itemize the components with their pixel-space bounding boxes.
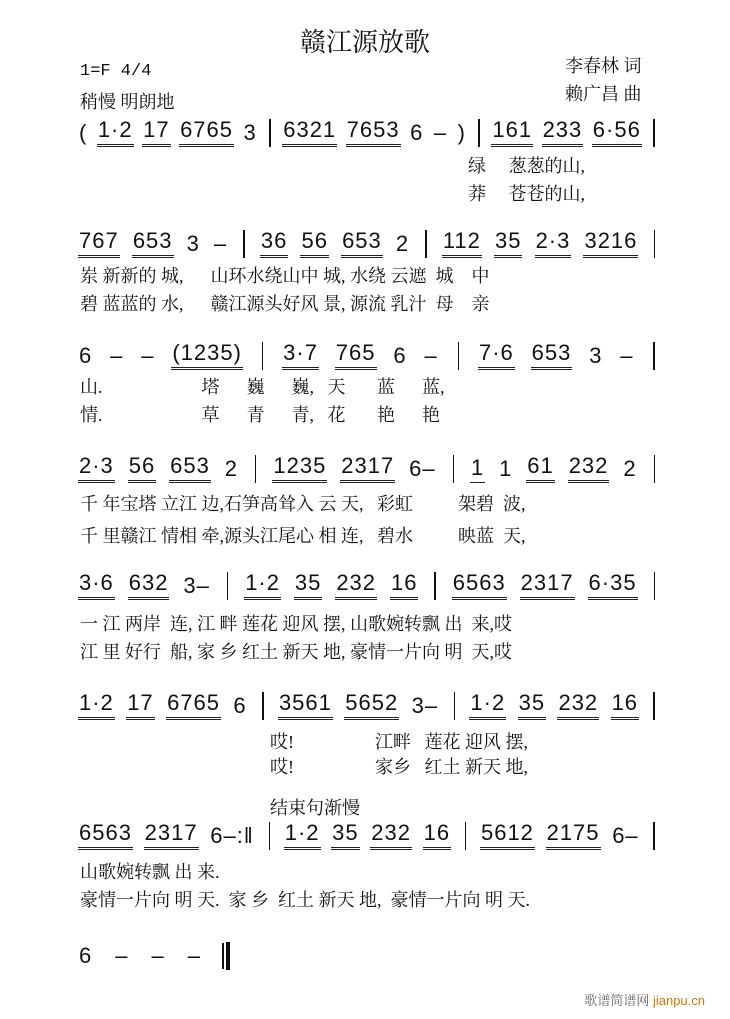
note-group: 161 — [491, 118, 533, 147]
note-group: 35 — [494, 229, 522, 258]
note-group: 1·2 — [469, 691, 506, 720]
note-group: 7653 — [346, 118, 401, 147]
note-group: 232 — [557, 691, 599, 720]
note-group: 5612 — [480, 821, 535, 850]
note-group: 6765 — [179, 118, 234, 147]
note-group: 61 — [526, 454, 554, 483]
notation-system-7 — [78, 820, 658, 850]
barline — [269, 822, 271, 850]
note-group: – — [141, 343, 155, 368]
note-group: 112 — [442, 229, 482, 258]
note-group: 3 — [243, 120, 257, 145]
note-group: – — [151, 943, 165, 968]
barline — [654, 455, 656, 483]
note-group: 1·2 — [244, 571, 281, 600]
note-group: 36 — [260, 229, 288, 258]
barline — [269, 119, 271, 147]
barline — [255, 455, 257, 483]
barline — [653, 692, 655, 720]
lyric-line: 岽 新新的 城, 山环水绕山中 城, 水绕 云遮 城 中 — [80, 266, 490, 286]
note-group: 35 — [331, 821, 359, 850]
note-group: 767 — [78, 229, 120, 258]
note-group: 3216 — [583, 229, 638, 258]
note-group: 232 — [335, 571, 377, 600]
notation-system-3 — [78, 340, 658, 370]
note-group: 16 — [390, 571, 418, 600]
note-group: 653 — [169, 454, 211, 483]
note-group: 3– — [183, 573, 210, 598]
barline — [653, 822, 655, 850]
note-group: 56 — [128, 454, 156, 483]
note-group: 16 — [611, 691, 639, 720]
lyric-line: 山歌婉转飘 出 来. — [80, 862, 220, 882]
key-signature: 1=F 4/4 — [80, 62, 152, 81]
note-group: 2 — [623, 456, 637, 481]
note-group: 6·35 — [588, 571, 638, 600]
note-group: 765 — [335, 341, 377, 370]
note-group: 3– — [411, 693, 439, 718]
note-group: 35 — [518, 691, 546, 720]
note-group: (1235) — [171, 341, 243, 370]
barline — [458, 342, 460, 370]
barline — [425, 230, 427, 258]
note-group: – — [115, 943, 129, 968]
lyric-line: 哎! 家乡 红土 新天 地, — [270, 757, 528, 777]
lyric-line: 豪情一片向 明 天. 家 乡 红土 新天 地, 豪情一片向 明 天. — [80, 890, 530, 910]
lyric-line: 碧 蓝蓝的 水, 赣江源头好风 景, 源流 乳汁 母 亲 — [80, 294, 490, 314]
note-group: 3·6 — [78, 571, 115, 600]
note-group: 1·2 — [78, 691, 115, 720]
lyric-line: 江 里 好行 船, 家 乡 红土 新天 地, 豪情一片向 明 天,哎 — [80, 642, 512, 662]
barline — [465, 822, 467, 850]
note-group: 6 — [410, 120, 424, 145]
note-group: ( — [79, 120, 88, 145]
barline — [453, 455, 455, 483]
note-group: 653 — [531, 341, 573, 370]
lyric-line: 绿 葱葱的山, — [468, 156, 585, 176]
note-group: 7·6 — [478, 341, 515, 370]
note-group: 56 — [300, 229, 328, 258]
note-group: 6·56 — [592, 118, 642, 147]
notation-system-5 — [78, 570, 658, 600]
barline — [653, 119, 655, 147]
note-group: 3 — [186, 231, 200, 256]
notation-system-1 — [78, 117, 658, 147]
lyric-line: 莽 苍苍的山, — [468, 184, 585, 204]
note-group: 6563 — [452, 571, 507, 600]
note-group: ) — [457, 120, 466, 145]
note-group: 2317 — [144, 821, 199, 850]
barline — [654, 572, 656, 600]
barline — [262, 692, 264, 720]
note-group: 6321 — [282, 118, 337, 147]
note-group: 6765 — [166, 691, 221, 720]
note-group: 6– — [409, 456, 436, 481]
watermark — [584, 990, 705, 1009]
note-group: 2317 — [520, 571, 575, 600]
note-group: – — [213, 231, 228, 256]
note-group: 2·3 — [535, 229, 572, 258]
tempo-instruction: 结束句渐慢 — [270, 798, 360, 818]
note-group: 2317 — [340, 454, 395, 483]
final-barline — [226, 942, 230, 970]
note-group: 1 — [499, 456, 513, 481]
watermark-cn: 歌谱简谱网 — [584, 993, 650, 1008]
note-group: 2175 — [546, 821, 601, 850]
note-group: 233 — [542, 118, 584, 147]
song-title: 赣江源放歌 — [299, 28, 430, 57]
barline — [478, 119, 480, 147]
barline — [654, 230, 656, 258]
note-group: 17 — [142, 118, 170, 147]
lyricist-credit: 李春林 词 — [565, 56, 642, 76]
barline — [262, 342, 264, 370]
note-group: – — [187, 943, 201, 968]
note-group: 6 — [393, 343, 407, 368]
note-group: 6 — [233, 693, 247, 718]
note-group: 3 — [589, 343, 603, 368]
note-group: 2 — [395, 231, 410, 256]
tempo-marking: 稍慢 明朗地 — [80, 92, 175, 112]
lyric-line: 山. 塔 巍 巍, 天 蓝 蓝, — [80, 377, 445, 397]
note-group: 1·2 — [284, 821, 321, 850]
note-group: – — [433, 120, 448, 145]
barline — [454, 692, 456, 720]
note-group: 16 — [423, 821, 451, 850]
barline — [434, 572, 436, 600]
note-group: 3·7 — [282, 341, 319, 370]
lyric-line: 一 江 两岸 连, 江 畔 莲花 迎风 摆, 山歌婉转飘 出 来,哎 — [80, 614, 512, 634]
note-group: 6563 — [78, 821, 133, 850]
notation-system-8 — [78, 940, 233, 970]
lyric-line: 情. 草 青 青, 花 艳 艳 — [80, 405, 440, 425]
watermark-en: jianpu.cn — [652, 993, 705, 1008]
note-group: 2·3 — [78, 454, 115, 483]
note-group: 17 — [126, 691, 154, 720]
note-group: 1 — [470, 456, 485, 483]
notation-system-4 — [78, 453, 658, 483]
lyric-line: 哎! 江畔 莲花 迎风 摆, — [270, 732, 528, 752]
note-group: 35 — [294, 571, 322, 600]
note-group: 2 — [224, 456, 239, 481]
note-group: 232 — [568, 454, 610, 483]
barline — [243, 230, 245, 258]
notation-system-6 — [78, 690, 658, 720]
note-group: – — [110, 343, 124, 368]
note-group: 653 — [132, 229, 174, 258]
note-group: – — [620, 343, 634, 368]
note-group: 653 — [341, 229, 383, 258]
notation-system-2 — [78, 228, 658, 258]
note-group: – — [424, 343, 438, 368]
composer-credit: 赖广昌 曲 — [565, 84, 642, 104]
note-group: 6 — [79, 343, 93, 368]
note-group: 1·2 — [97, 118, 134, 147]
note-group: 232 — [370, 821, 412, 850]
note-group: 6– — [612, 823, 639, 848]
note-group: 6 — [79, 943, 93, 968]
note-group: 3561 — [278, 691, 333, 720]
lyric-line: 千 年宝塔 立江 边,石笋高耸入 云 天, 彩虹 架碧 波, — [80, 494, 526, 514]
barline — [653, 342, 655, 370]
note-group: 5652 — [344, 691, 399, 720]
note-group: 632 — [128, 571, 170, 600]
lyric-line: 千 里赣江 情相 牵,源头江尾心 相 连, 碧水 映蓝 天, — [80, 526, 526, 546]
note-group: 1235 — [272, 454, 327, 483]
note-group: 6–:‖ — [210, 823, 254, 848]
barline — [227, 572, 229, 600]
